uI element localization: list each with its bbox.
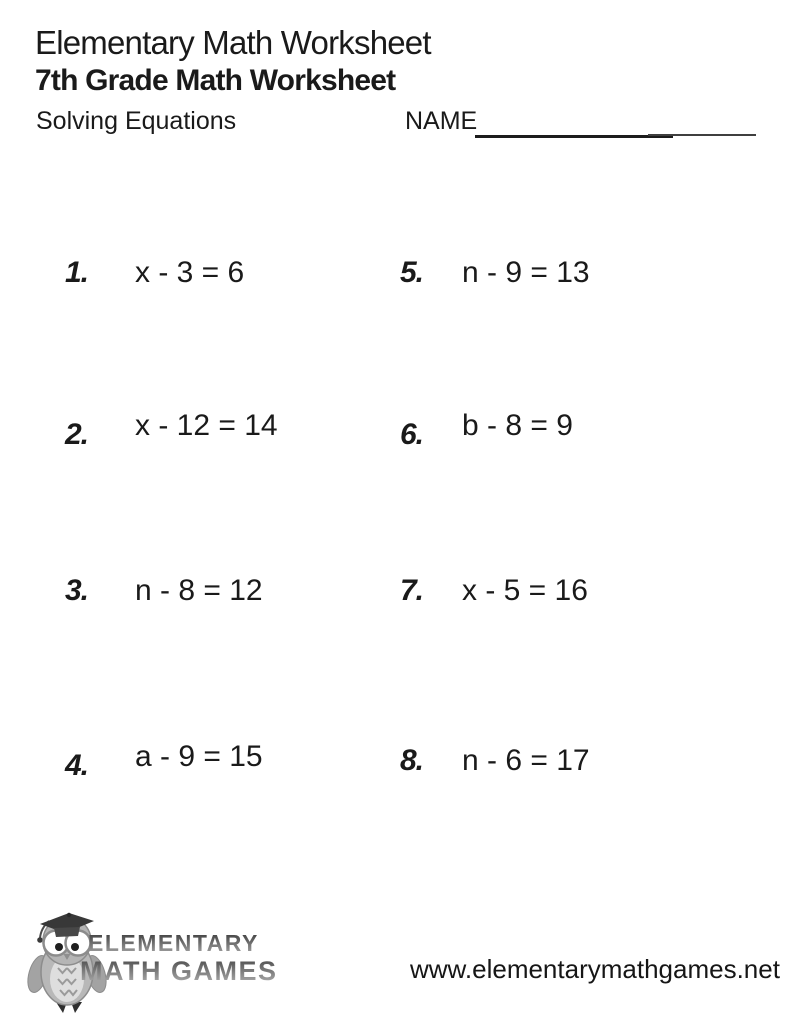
- problem-item-8: [385, 744, 590, 778]
- problem-number: 7.: [399, 574, 423, 607]
- problem-equation: n - 8 = 12: [135, 574, 263, 607]
- logo-text-line1: ELEMENTARY: [88, 930, 259, 956]
- problem-number: 2.: [64, 418, 88, 451]
- problem-equation: b - 8 = 9: [462, 409, 573, 442]
- problem-equation: x - 3 = 6: [135, 256, 245, 289]
- problem-item-7: [385, 574, 588, 608]
- problem-item-4: [50, 740, 263, 782]
- page-subtitle: 7th Grade Math Worksheet: [35, 64, 396, 97]
- problem-item-5: [385, 256, 590, 290]
- page-title: Elementary Math Worksheet: [35, 24, 431, 61]
- problem-item-3: [50, 574, 263, 608]
- problem-number: 8.: [399, 744, 423, 777]
- website-url: www.elementarymathgames.net: [410, 954, 780, 984]
- problem-number: 4.: [64, 749, 88, 782]
- problem-equation: n - 9 = 13: [462, 256, 590, 289]
- problem-equation: a - 9 = 15: [135, 740, 263, 773]
- problem-equation: x - 5 = 16: [462, 574, 588, 607]
- problem-equation: x - 12 = 14: [135, 409, 278, 442]
- problem-item-1: [50, 256, 244, 290]
- problem-item-2: [50, 409, 278, 451]
- name-blank-line-extension: [648, 112, 756, 136]
- name-label: NAME: [405, 107, 478, 135]
- problem-number: 1.: [64, 256, 88, 289]
- problem-number: 6.: [399, 418, 423, 451]
- section-title: Solving Equations: [36, 107, 237, 135]
- problem-item-6: [385, 409, 573, 451]
- problem-number: 3.: [64, 574, 88, 607]
- name-blank-line: [475, 111, 673, 138]
- problem-number: 5.: [399, 256, 423, 289]
- problem-equation: n - 6 = 17: [462, 744, 590, 777]
- logo-text-line2: MATH GAMES: [80, 956, 278, 986]
